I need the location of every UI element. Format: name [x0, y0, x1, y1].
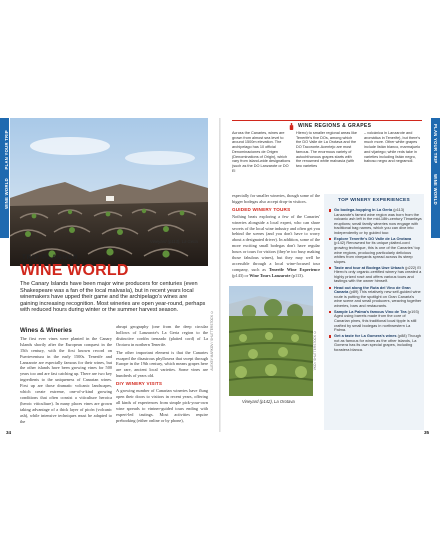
left-column-1	[20, 326, 112, 427]
guided-tours-or: or	[243, 272, 249, 278]
list-item-text: (p222) El Hierro's only organic-certified winery has created a highly prized rosé and offers various tours and tastings with the owner himself.	[334, 264, 422, 284]
page-number-right: 35	[424, 430, 430, 435]
list-item-title: Explore Tenerife's DO Valle de La Orotava	[334, 235, 412, 241]
list-item	[329, 286, 422, 309]
photo-credit-right: VKO / SHUTTERSTOCK ©	[313, 330, 317, 371]
list-item-text: (p89) This relatively new self-guided wine route is putting the spotlight on Gran Canaria's wine scene and small producers, weaving together wineries, bars and restaurants.	[334, 289, 422, 308]
sidebar-column-2: Hierro) to smaller regional areas like Tenerife's five DOs, among which the DO Valle de La Orotava and the DO Tacoronte-Acentejo are most famous. The enormous variety of autochthonous grapes starts with the renowned white malvasía (with two varieties	[296, 131, 357, 168]
right-col-paragraph-2	[232, 214, 320, 279]
photo-credit-left: ALEXEY MARKOV / SHUTTERSTOCK ©	[210, 310, 214, 371]
col1-text: The first ever vines were planted in the Canary Islands shortly after the European conquest in the 15th century, with the first known record on Fuerteventura in the early 1500s. Tenerife and Lanzarote are especially famous for their wines, but the other islands have been growing vines for 500 years too and are fast catching up. There are two key ingredients to the uniqueness of Canarian wines. First up are those dramatic volcanic landscapes, which create extreme, one-of-a-kind growing conditions that often consist a viticulture heroica (heroic viticulture). In many places vines are grown taking advantage of a thick layer of picón (volcanic ash), while intensive techniques must be adapted to the	[20, 335, 112, 424]
list-item-title: Taste and tour at Bodega Uwe Urbach	[334, 264, 404, 270]
subheading-diy-winery-visits: DIY WINERY VISITS	[116, 381, 163, 387]
list-item-title: Go bodega-hopping in La Geria	[334, 207, 393, 212]
bullet-icon	[329, 209, 331, 211]
left-side-tab	[0, 118, 9, 238]
page-gutter	[219, 118, 221, 432]
page-title: WINE WORLD	[20, 262, 129, 279]
link2-page-ref: (p113).	[291, 272, 304, 278]
section-heading-wines-wineries: Wines & Wineries	[20, 327, 72, 334]
bullet-icon	[329, 238, 331, 240]
photo-caption-la-orotava: Vineyard (p142), La Orotava	[242, 399, 295, 404]
top-winery-experiences-box	[324, 194, 424, 430]
list-item	[329, 208, 422, 235]
list-item-title: Sample La Palma's famous Vino de Tea	[334, 308, 407, 314]
photo-caption-la-geria: Vineyard (p113), La Geria	[150, 239, 198, 244]
link-tenerife-wine-experience[interactable]: Tenerife Wine Experience	[268, 266, 320, 272]
list-item-title: Get a taste for La Gomera's wines	[334, 333, 397, 339]
sidebar-column-1: Across the Canaries, wines are grown from almost sea level to around 1500m elevation. The archipelago has 10 official Denominaciones de Origen (Denominations of Origin), which vary from island-wide designations (such as the DO Lanzarote or DO El	[232, 131, 291, 173]
list-item-text: (p193) Aged using barrels made from the core of Canarian pines, this traditional local tipple is still crafted by small bodegas in northwestern La Palma.	[334, 308, 419, 333]
right-tab-wine-world: WINE WORLD	[433, 174, 438, 205]
left-tab-wine-world: WINE WORLD	[4, 178, 9, 209]
kicker-trip-planner: TRIP PLANNER	[22, 254, 79, 261]
link-wine-tours-lanzarote[interactable]: Wine Tours Lanzarote	[249, 272, 291, 278]
wine-bottle-icon	[288, 123, 295, 130]
sidebar-column-3: – volcánica in Lanzarote and aromática in Tenerife), but there's much more. Other white grapes include listán blanco, marmajuelo and vijariego; while reds take in varieties including listán negro, baboso negro and negramoll.	[364, 131, 421, 164]
right-col-paragraph-1: especially for smaller wineries, though some of the bigger bodegas also accept drop-in visitors.	[232, 193, 320, 204]
top-list-heading: TOP WINERY EXPERIENCES	[338, 198, 410, 203]
vineyard-photo-la-orotava	[229, 286, 313, 396]
bullet-icon	[329, 287, 331, 289]
sidebar-heading-wine-regions: WINE REGIONS & GRAPES	[298, 123, 372, 129]
left-column-2	[116, 324, 208, 426]
list-item	[329, 334, 422, 352]
bullet-icon	[329, 335, 331, 337]
page-number-left: 34	[6, 430, 12, 435]
right-main-column	[232, 193, 320, 281]
right-tab-plan-your-trip: PLAN YOUR TRIP	[433, 124, 438, 164]
sidebar-heading-bar	[232, 120, 422, 130]
vineyard-orotava-image	[229, 286, 313, 396]
list-item-text: (p113) Lanzarote's famed wine region was born from the volcanic ash left in the mid-18th-century Timanfaya eruptions; small family wineries now engage with traditional bag names, which you can dive into independently or by guided tour.	[334, 207, 422, 235]
bullet-icon	[329, 311, 331, 313]
col2-paragraph-3: A growing number of Canarian wineries have flung open their doors to visitors in recent years, offering all kinds of experiences from simple pick-your-own wine spreads to vintner-guided tours ending with expert-led tastings. Most activities require prebooking (either online or by phone),	[116, 388, 208, 423]
left-tab-plan-your-trip: PLAN YOUR TRIP	[4, 130, 9, 170]
right-side-tab	[431, 118, 440, 238]
subheading-guided-winery-tours: GUIDED WINERY TOURS	[232, 206, 291, 212]
list-item-text: (p142) Renowned for its unique plaited-cord growing technique, this is one of the Canaries' top wine regions, producing particularly delicious whites from vineyards spread across its steep slopes.	[334, 240, 420, 264]
list-item-text: (p88) Though not as famous for wines as the other islands, La Gomera has its own special grapes, including forastera blanca.	[334, 333, 421, 352]
list-item	[329, 266, 422, 284]
list-item	[329, 310, 422, 333]
col2-paragraph-1: abrupt geography (one from the deep circular hollows of Lanzarote's La Geria region to the distinctive cordón trenzado (plaited cord) of La Orotava in northern Tenerife.	[116, 324, 208, 347]
list-item-title: Head out along the Ruta del Vino de Gran Canaria	[334, 284, 411, 295]
link1-page-ref: (p143)	[232, 272, 244, 278]
top-list-items	[329, 208, 422, 354]
col2-paragraph-2: The other important element is that the Canaries escaped the disastrous phylloxera that swept through Europe in the 19th century, which means grapes here are rare, ancient local varieties. Some vines are hundreds of years old.	[116, 349, 208, 379]
intro-paragraph: The Canary Islands have been major wine producers for centuries (even Shakespeare was a fan of the local malvasía), but in recent years local winemakers have upped their game and the archipelago's wines are gaining increasing recognition. Most wineries are open year-round, perhaps with reduced hours during winter or the summer harvest season.	[20, 281, 206, 313]
bullet-icon	[329, 267, 331, 269]
guided-tours-text: Nothing beats exploring a few of the Canaries' wineries alongside a local expert, who can share secrets of the local wine industry and often get you behind the scenes (and you don't have to worry about a designated driver). In addition, some of the more exciting small bodegas don't have regular hours or tours for visitors (they're too busy making those fabulous wines), but they may well be accessible through a local wine-focused tour company, such as	[232, 213, 320, 272]
list-item	[329, 237, 422, 264]
